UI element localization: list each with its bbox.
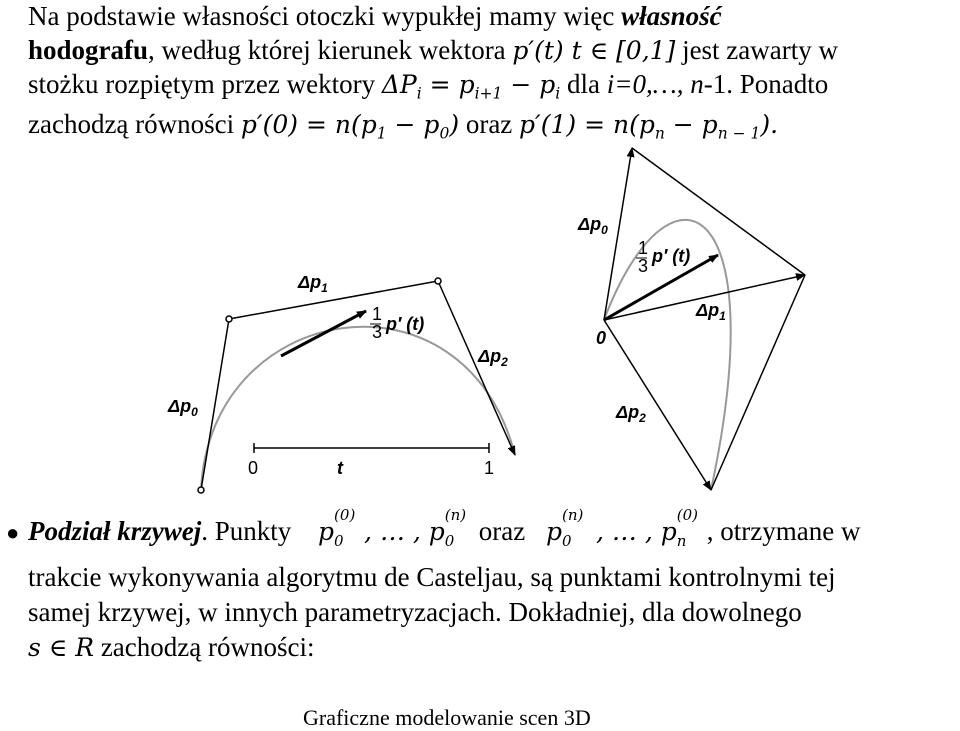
math-equation-start: $p'(0) = n(p_1 - p_0)$	[240, 110, 460, 143]
text-span: oraz	[478, 516, 533, 546]
bold-term: hodografu	[28, 35, 149, 65]
left-axis-t: t	[337, 458, 343, 478]
right-label-dp0: $\Delta p_0$	[578, 214, 608, 237]
math-expression: s ∈ R	[28, 633, 95, 662]
text-span: dla	[560, 69, 607, 99]
left-label-third-num: 1	[372, 304, 383, 324]
right-vector-dp0	[604, 148, 632, 320]
math-expression: p′(t) t ∈ [0,1]	[512, 36, 676, 65]
text-span: zachodzą równości	[28, 109, 241, 139]
emphasis-term: własność	[621, 1, 722, 31]
left-point-0	[198, 487, 204, 493]
right-label-third-den: 3	[638, 256, 649, 276]
left-label-pprime: p′ (t)	[386, 314, 425, 334]
right-label-dp2: $\Delta p_2$	[616, 402, 646, 425]
text-span: , otrzymane w	[706, 516, 861, 546]
text-span: oraz	[459, 109, 520, 139]
text-span: zachodzą równości:	[94, 632, 315, 662]
math-sequence-2: p (n) 0 , … , p (0) n	[546, 506, 699, 550]
text-span: -1. Ponadto	[703, 69, 829, 99]
right-hull-edge-2	[711, 275, 805, 490]
text-span: , według której kierunek wektora	[148, 35, 513, 65]
text-span: . Punkty	[201, 516, 299, 546]
math-sequence-1: p (0) 0 , … , p (n) 0	[318, 506, 467, 550]
page-footer: Graficzne modelowanie scen 3D	[303, 705, 591, 730]
left-label-dp2: $\Delta p_2$	[478, 346, 508, 369]
left-label-dp0: $\Delta p_0$	[168, 396, 198, 419]
math-delta-p: $\Delta P_i = p_{i+1} - p_i$	[381, 70, 561, 103]
right-label-dp1: $\Delta p_1$	[696, 300, 726, 323]
para2-line2: trakcie wykonywania algorytmu de Casteljau, są punktami kontrolnymi tej	[28, 562, 836, 592]
left-axis-end: 1	[484, 458, 495, 478]
left-point-2	[435, 278, 441, 284]
right-figure	[577, 148, 805, 490]
text-span: stożku rozpiętym przez wektory	[28, 69, 382, 99]
para2-line1	[28, 506, 861, 550]
right-origin-label: 0	[596, 328, 607, 348]
left-axis-start: 0	[248, 458, 259, 478]
section-title: Podział krzywej	[28, 516, 202, 546]
left-derivative-arrow	[281, 311, 366, 356]
text-span: Na podstawie własności otoczki wypukłej mamy więc	[28, 1, 622, 31]
bullet-icon: ●	[6, 520, 20, 545]
para2-line3: samej krzywej, w innych parametryzacjach. Dokładniej, dla dowolnego	[28, 597, 802, 627]
para2-line4	[28, 632, 314, 663]
text-span: jest zawarty w	[675, 35, 838, 65]
left-figure	[167, 272, 515, 493]
left-point-1	[226, 316, 232, 322]
right-label-third-num: 1	[638, 238, 649, 258]
left-label-third-den: 3	[372, 322, 383, 342]
right-label-pprime: p′ (t)	[652, 246, 691, 266]
left-label-dp1: $\Delta p_1$	[298, 272, 328, 295]
math-range: i=0,…, n	[606, 69, 704, 99]
math-equation-end: $p'(1) = n(p_n - p_{n - 1})$.	[519, 110, 779, 143]
